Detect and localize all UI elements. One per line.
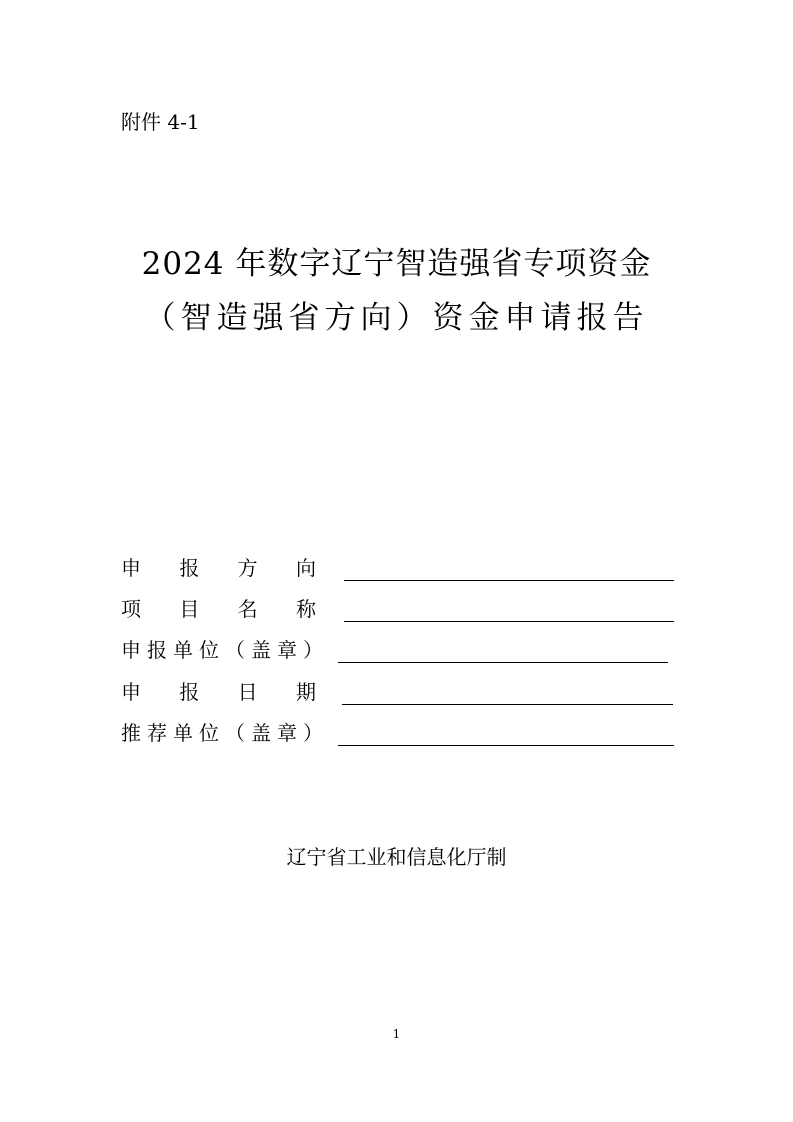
label-character: 方 <box>237 556 258 580</box>
label-character: 申 <box>121 556 141 580</box>
label-character: 申 <box>121 680 141 704</box>
label-character: 期 <box>295 680 316 704</box>
form-label-recommending-unit: 推荐单位（盖章） <box>121 721 329 745</box>
form-row-recommending-unit <box>121 718 681 748</box>
application-date-field[interactable] <box>342 704 673 705</box>
form-label-application-direction <box>121 553 316 583</box>
issuer-name: 辽宁省工业和信息化厅制 <box>286 845 507 869</box>
form-label-project-name <box>121 594 316 624</box>
label-character: 目 <box>179 597 200 621</box>
report-title-line-1: 2024 年数字辽宁智造强省专项资金 <box>141 246 652 282</box>
form-row-application-direction <box>121 553 681 583</box>
report-title-line-2: （智造强省方向）资金申请报告 <box>144 300 649 336</box>
form-label-applicant-unit: 申报单位（盖章） <box>121 638 329 662</box>
label-character: 项 <box>121 597 141 621</box>
page-number: 1 <box>392 1027 401 1041</box>
label-character: 称 <box>295 597 316 621</box>
label-character: 日 <box>237 680 258 704</box>
form-row-applicant-unit <box>121 635 681 665</box>
label-character: 名 <box>237 597 258 621</box>
recommending-unit-field[interactable] <box>338 745 674 746</box>
form-label-application-date <box>121 677 316 707</box>
application-direction-field[interactable] <box>344 580 674 581</box>
form-row-project-name <box>121 594 681 624</box>
attachment-label: 附件 4-1 <box>121 110 200 134</box>
label-character: 报 <box>179 680 200 704</box>
applicant-unit-field[interactable] <box>338 662 668 663</box>
project-name-field[interactable] <box>344 621 674 622</box>
label-character: 报 <box>179 556 200 580</box>
form-row-application-date <box>121 677 681 707</box>
label-character: 向 <box>295 556 316 580</box>
